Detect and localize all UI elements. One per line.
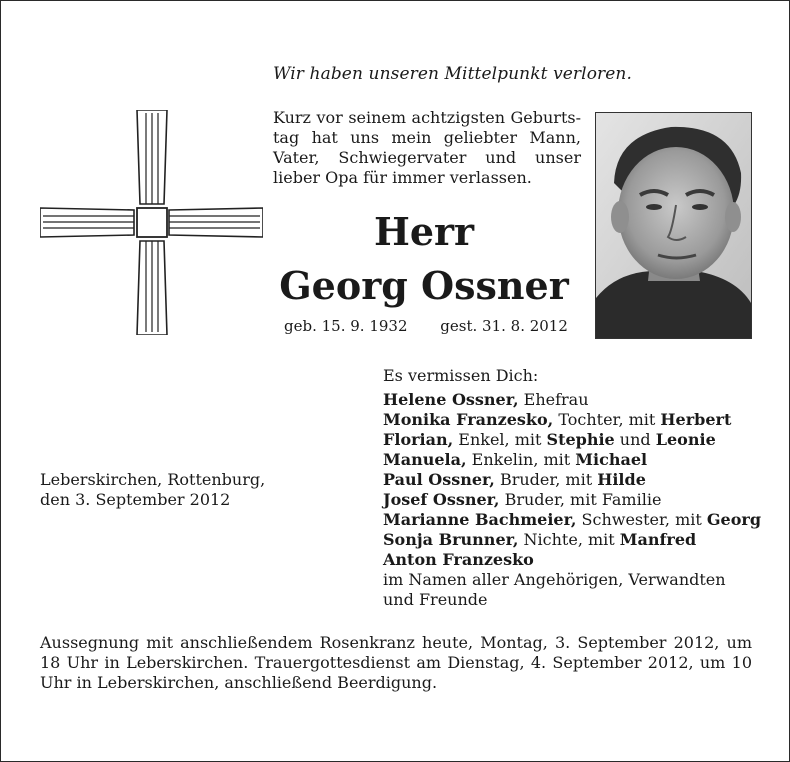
intro-line: tag hat uns mein geliebter Mann, [273,128,581,147]
mourner-line [383,550,753,570]
name-title: Herr [373,209,475,254]
mourner-line [383,430,753,450]
mourner-relation: Bruder, mit [494,470,598,489]
intro-text [273,108,581,188]
mourner-relation: im Namen aller Angehörigen, Verwandten [383,570,726,589]
mourner-name: Stephie [546,430,615,449]
mourner-line [383,530,753,550]
date-line: den 3. September 2012 [40,490,231,509]
mourner-name: Josef Ossner, [383,490,500,509]
mourner-relation: Bruder, mit Familie [499,490,662,509]
mourner-relation: Schwester, mit [576,510,707,529]
death-date: gest. 31. 8. 2012 [440,317,568,335]
tagline: Wir haben unseren Mittelpunkt verloren. [273,64,632,84]
mourner-name: Manfred [619,530,697,549]
mourner-relation: Ehefrau [518,390,589,409]
mourner-name: Anton Franzesko [383,550,534,569]
mourner-line [383,390,753,410]
mourner-name: Marianne Bachmeier, [383,510,577,529]
service-info: Aussegnung mit anschließendem Rosenkranz heute, Montag, 3. September 2012, um 18 Uhr in Leberskirchen. Trauergottesdienst am Dienstag, 4. September 2012, um 10 Uhr in Leberskirchen, anschließend Beerdigung. [40,633,752,692]
mourner-name: Leonie [655,430,716,449]
mourner-relation: Enkelin, mit [466,450,576,469]
mourner-line [383,510,762,530]
mourners-list [383,390,762,610]
birth-date: geb. 15. 9. 1932 [284,317,408,335]
cross-icon [40,110,263,335]
mourner-name: Georg [706,510,762,529]
mourner-name: Hilde [597,470,646,489]
intro-line: Vater, Schwiegervater und unser [273,148,581,167]
life-dates [284,317,568,335]
mourners-heading: Es vermissen Dich: [383,366,539,385]
intro-line: lieber Opa für immer verlassen. [273,168,532,187]
mourner-name: Helene Ossner, [383,390,519,409]
mourner-name: Manuela, [383,450,467,469]
mourner-relation: Tochter, mit [553,410,661,429]
mourner-name: Paul Ossner, [383,470,495,489]
place-line: Leberskirchen, Rottenburg, [40,470,266,489]
mourner-name: Monika Franzesko, [383,410,554,429]
mourner-name: Sonja Brunner, [383,530,519,549]
mourner-relation: und [614,430,656,449]
intro-line: Kurz vor seinem achtzigsten Geburts- [273,108,581,127]
portrait-photo [595,112,752,339]
mourner-line [383,590,753,610]
mourner-line [383,570,753,590]
mourner-name: Florian, [383,430,454,449]
place-and-date [40,470,265,510]
mourner-name: Michael [575,450,648,469]
mourner-relation: Nichte, mit [518,530,620,549]
mourner-line [383,470,753,490]
mourner-line [383,450,753,470]
mourner-line [383,490,753,510]
deceased-name: Georg Ossner [279,263,569,308]
mourner-line [383,410,753,430]
mourner-relation: Enkel, mit [453,430,547,449]
mourner-relation: und Freunde [383,590,488,609]
mourner-name: Herbert [660,410,732,429]
